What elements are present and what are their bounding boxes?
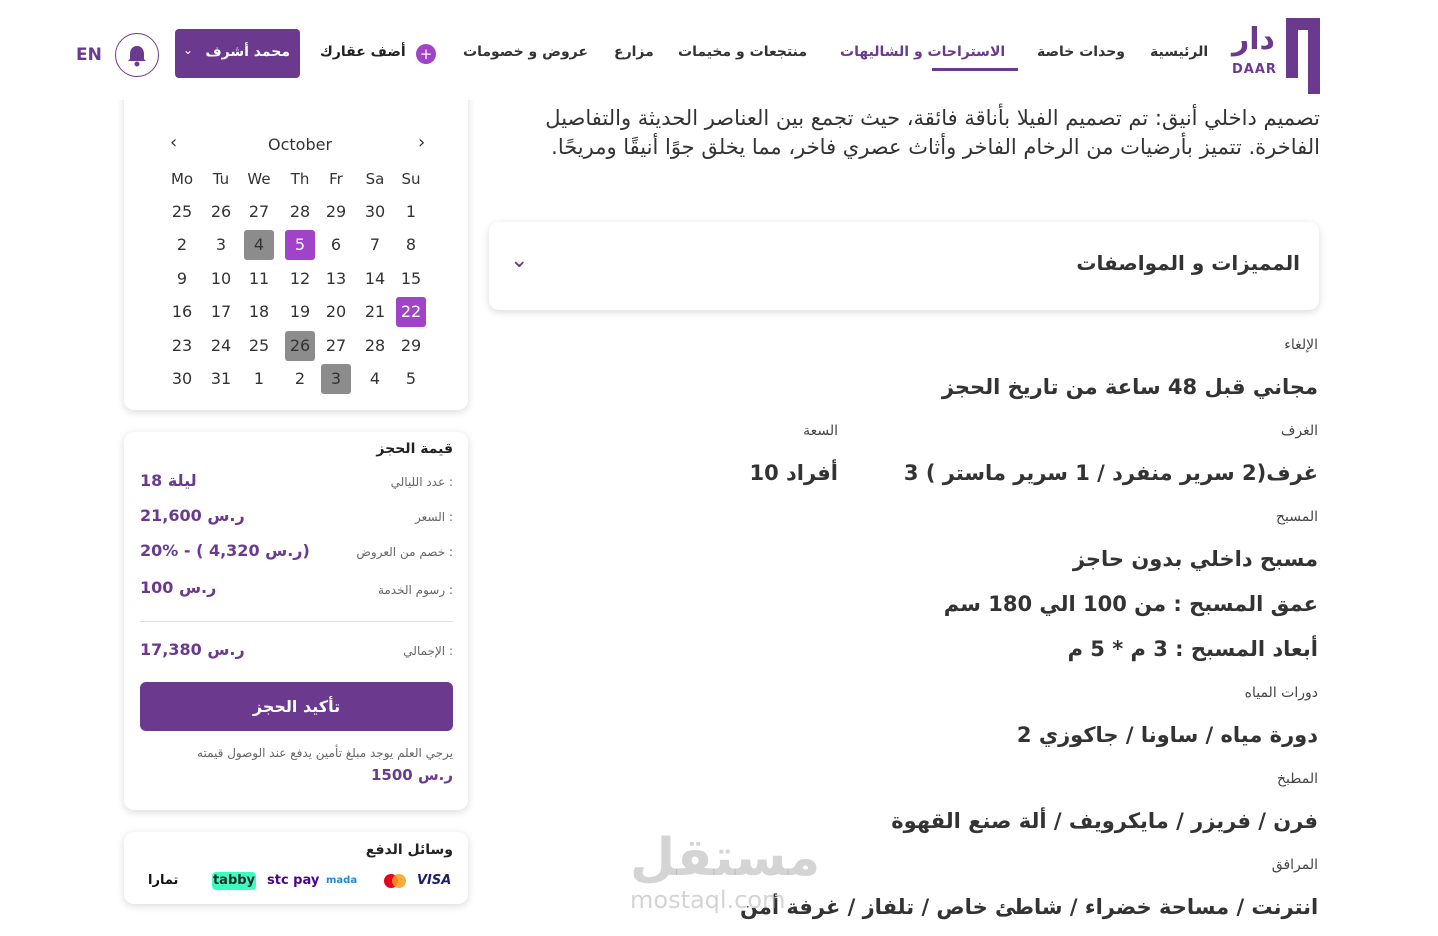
calendar-day[interactable]: 7: [369, 235, 381, 254]
calendar-day[interactable]: 29: [325, 202, 347, 221]
bathrooms-value: 2 دورة مياه / ساونا / جاكوزي: [1016, 723, 1318, 747]
weekday-header: Su: [401, 170, 421, 188]
weekday-header: We: [247, 170, 271, 188]
calendar-day[interactable]: 19: [289, 302, 311, 321]
calendar-day[interactable]: 3: [215, 235, 227, 254]
calendar-day[interactable]: 6: [330, 235, 342, 254]
calendar-day[interactable]: 5: [405, 369, 417, 388]
calendar-day-selected[interactable]: 5: [285, 230, 315, 260]
calendar-day-booked[interactable]: 4: [244, 230, 274, 260]
nights-value: 18 ليلة: [140, 471, 197, 490]
weekday-header: Sa: [365, 170, 385, 188]
calendar-day[interactable]: 26: [210, 202, 232, 221]
nav-resorts[interactable]: منتجعات و مخيمات: [678, 44, 808, 60]
language-toggle[interactable]: EN: [76, 45, 102, 65]
total-label: الإجمالي :: [403, 644, 453, 658]
calendar-day[interactable]: 17: [210, 302, 232, 321]
calendar-day[interactable]: 13: [325, 269, 347, 288]
kitchen-value: فرن / فريزر / مايكرويف / ألة صنع القهوة: [891, 809, 1318, 833]
calendar-day[interactable]: 10: [210, 269, 232, 288]
pool-label: المسبح: [1276, 509, 1318, 525]
nav-private-units[interactable]: وحدات خاصة: [1037, 44, 1125, 60]
user-menu-button[interactable]: [175, 29, 300, 78]
chevron-down-icon[interactable]: ⌄: [510, 248, 529, 273]
property-description: تصميم داخلي أنيق: تم تصميم الفيلا بأناقة فائقة، حيث تجمع بين العناصر الحديثة والتفاصيل الفاخرة. تتميز بأرضيات من الرخام الفاخر وأثاث عصري فاخر، مما يخلق جوًا أنيقًا ومريحًا.: [545, 106, 1320, 159]
calendar-day[interactable]: 28: [289, 202, 311, 221]
discount-value: 20% - ( 4,320 ر.س): [140, 541, 310, 560]
service-fee-label: رسوم الخدمة :: [377, 583, 453, 597]
calendar-day[interactable]: 12: [289, 269, 311, 288]
pool-depth: عمق المسبح : من 100 الي 180 سم: [943, 592, 1318, 616]
calendar-day[interactable]: 15: [400, 269, 422, 288]
nav-rest-houses[interactable]: الاستراحات و الشاليهات: [840, 44, 1006, 60]
watermark-url: mostaql.com: [630, 886, 786, 914]
calendar-day[interactable]: 8: [405, 235, 417, 254]
weekday-header: Tu: [212, 170, 230, 188]
tamara-logo: تمارا: [148, 873, 179, 888]
logo-subtitle: DAAR: [1232, 62, 1277, 77]
price-value: 21,600 ر.س: [140, 506, 245, 525]
calendar-day[interactable]: 4: [369, 369, 381, 388]
calendar-day-selected[interactable]: 22: [396, 297, 426, 327]
daar-logo-icon: [1286, 14, 1320, 94]
confirm-booking-button[interactable]: تأكيد الحجز: [140, 682, 453, 731]
calendar-day[interactable]: 1: [405, 202, 417, 221]
payment-title: وسائل الدفع: [365, 842, 453, 858]
add-property-link[interactable]: أضف عقارك: [320, 44, 406, 60]
nav-home[interactable]: الرئيسية: [1150, 44, 1209, 60]
service-fee-value: 100 ر.س: [140, 578, 217, 597]
total-value: 17,380 ر.س: [140, 640, 245, 659]
calendar-day[interactable]: 25: [248, 336, 270, 355]
deposit-note: يرجي العلم يوجد مبلغ تأمين يدفع عند الوصول قيمته: [197, 746, 453, 760]
calendar-day[interactable]: 1: [253, 369, 265, 388]
active-nav-underline: [932, 68, 1018, 71]
mada-logo: mada: [326, 875, 358, 886]
chevron-down-icon: ⌄: [183, 43, 194, 57]
price-label: السعر :: [415, 510, 453, 524]
weekday-header: Mo: [170, 170, 194, 188]
prev-month-icon[interactable]: ‹: [170, 132, 178, 153]
calendar-day-booked[interactable]: 3: [321, 364, 351, 394]
calendar-day[interactable]: 30: [364, 202, 386, 221]
notification-button[interactable]: [115, 33, 159, 77]
pool-dimensions: أبعاد المسبح : 3 م * 5 م: [1067, 637, 1318, 661]
features-title[interactable]: المميزات و المواصفات: [1076, 251, 1300, 275]
weekday-header: Th: [290, 170, 310, 188]
pool-value: مسبح داخلي بدون حاجز: [1072, 547, 1318, 571]
calendar-day[interactable]: 2: [176, 235, 188, 254]
calendar-day[interactable]: 18: [248, 302, 270, 321]
bell-icon: [116, 34, 158, 76]
calendar-day[interactable]: 23: [171, 336, 193, 355]
nav-offers[interactable]: عروض و خصومات: [463, 44, 588, 60]
top-navbar: [0, 0, 1438, 100]
calendar-day[interactable]: 24: [210, 336, 232, 355]
calendar-day[interactable]: 30: [171, 369, 193, 388]
kitchen-label: المطبخ: [1277, 771, 1318, 787]
nav-farms[interactable]: مزارع: [614, 44, 654, 60]
stc-pay-logo: stc pay: [267, 873, 320, 888]
calendar-month: October: [268, 135, 333, 154]
visa-logo: VISA: [417, 873, 452, 888]
amenities-label: المرافق: [1271, 857, 1318, 873]
calendar-day[interactable]: 14: [364, 269, 386, 288]
capacity-value: 10 أفراد: [749, 461, 838, 485]
calendar-day[interactable]: 20: [325, 302, 347, 321]
calendar-day[interactable]: 28: [364, 336, 386, 355]
calendar-day[interactable]: 9: [176, 269, 188, 288]
cancel-value: مجاني قبل 48 ساعة من تاريخ الحجز: [941, 375, 1318, 399]
capacity-label: السعة: [803, 423, 838, 439]
calendar-day[interactable]: 31: [210, 369, 232, 388]
user-name: محمد أشرف: [205, 44, 290, 60]
calendar-day[interactable]: 25: [171, 202, 193, 221]
calendar-day[interactable]: 2: [294, 369, 306, 388]
calendar-day[interactable]: 29: [400, 336, 422, 355]
logo-text[interactable]: دار: [1232, 22, 1275, 57]
bathrooms-label: دورات المياه: [1244, 685, 1318, 701]
calendar-day-booked[interactable]: 26: [285, 331, 315, 361]
cancel-label: الإلغاء: [1284, 337, 1318, 353]
divider: [140, 621, 453, 622]
rooms-label: الغرف: [1280, 423, 1318, 439]
tabby-logo: tabby: [212, 873, 256, 888]
amenities-value: انترنت / مساحة خضراء / شاطئ خاص / تلفاز / غرفة أمن: [740, 895, 1319, 919]
weekday-header: Fr: [329, 170, 343, 188]
next-month-icon[interactable]: ›: [418, 132, 426, 153]
calendar-day[interactable]: 21: [364, 302, 386, 321]
nights-label: عدد الليالي :: [390, 475, 453, 489]
calendar-day[interactable]: 27: [248, 202, 270, 221]
rooms-value: 3 غرف(2 سرير منفرد / 1 سرير ماستر ): [903, 461, 1318, 485]
booking-title: قيمة الحجز: [376, 441, 453, 457]
deposit-amount: 1500 ر.س: [370, 766, 453, 784]
watermark-logo: مستقل: [630, 828, 821, 888]
calendar-day[interactable]: 11: [248, 269, 270, 288]
calendar-day[interactable]: 16: [171, 302, 193, 321]
calendar-day[interactable]: 27: [325, 336, 347, 355]
mastercard-logo: [383, 872, 407, 890]
plus-icon[interactable]: +: [416, 44, 436, 64]
discount-label: خصم من العروض :: [356, 545, 453, 559]
